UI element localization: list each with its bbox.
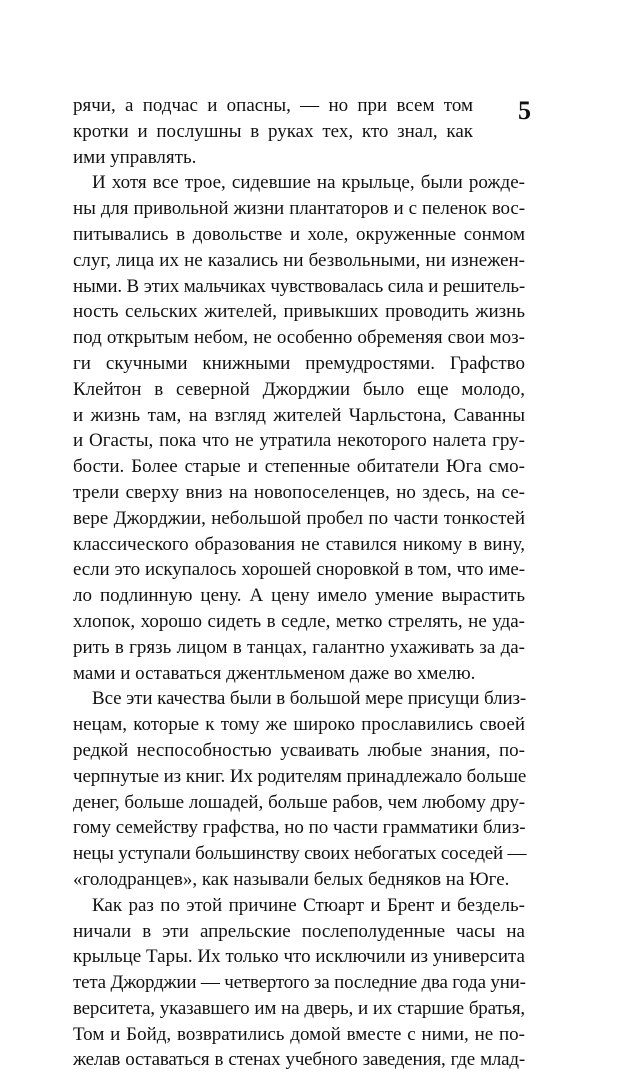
text-line: вере Джорджии, небольшой пробел по части тонкостей xyxy=(73,507,525,529)
text-line: крыльце Тары. Их только что исключили из университа xyxy=(73,946,525,968)
text-line: ными. В этих мальчиках чувствовалась сила и решитель- xyxy=(73,275,525,297)
text-line: денег, больше лошадей, больше рабов, чем любому дру- xyxy=(73,791,525,813)
text-line: гому семейству графства, но по части грамматики близ- xyxy=(73,817,526,839)
text-line: трели сверху вниз на новопоселенцев, но здесь, на се- xyxy=(73,481,525,503)
text-line: желав оставаться в стенах учебного заведения, где млад- xyxy=(73,1049,525,1071)
text-line: слуг, лица их не казались ни безвольными, ни изнежен- xyxy=(73,249,525,271)
text-line: Том и Бойд, возвратились домой вместе с ними, не по- xyxy=(73,1023,525,1045)
text-line: ими управлять. xyxy=(73,146,197,168)
paragraph xyxy=(73,170,525,686)
text-line: редкой неспособностью усваивать любые знания, по- xyxy=(73,739,525,761)
text-line: ги скучными книжными премудростями. Графство xyxy=(73,352,525,374)
text-line: хлопок, хорошо сидеть в седле, метко стрелять, не уда- xyxy=(73,610,525,632)
body-text xyxy=(73,93,525,1073)
page-number: 5 xyxy=(518,96,531,125)
text-line: Клейтон в северной Джорджии было еще молодо, xyxy=(73,378,525,400)
paragraph xyxy=(73,893,525,1073)
text-line: нецы уступали большинству своих небогатых соседей — xyxy=(73,843,527,865)
text-line: рить в грязь лицом в танцах, галантно ухаживать за да- xyxy=(73,636,525,658)
text-line: ны для привольной жизни плантаторов и с пеленок вос- xyxy=(73,198,525,220)
text-line: мами и оставаться джентльменом даже во хмелю. xyxy=(73,662,476,684)
paragraph xyxy=(73,93,525,170)
text-line: ло подлинную цену. А цену имело умение вырастить xyxy=(73,585,525,607)
text-line: тета Джорджии — четвертого за последние два года уни- xyxy=(73,972,526,994)
paragraph xyxy=(73,686,525,892)
text-line: «голодранцев», как называли белых бедняков на Юге. xyxy=(73,868,510,890)
text-line: ность сельских жителей, привыкших проводить жизнь xyxy=(73,301,525,323)
text-line: рячи, а подчас и опасны, — но при всем том xyxy=(73,95,473,116)
text-line: и жизнь там, на взгляд жителей Чарльстона, Саванны xyxy=(73,404,525,426)
text-line: Как раз по этой причине Стюарт и Брент и бездель- xyxy=(92,894,525,916)
text-line: нецам, которые к тому же широко прославились своей xyxy=(73,714,525,736)
text-line: черпнутые из книг. Их родителям принадлежало больше xyxy=(73,765,527,787)
text-line: питывались в довольстве и холе, окруженные сонмом xyxy=(73,223,525,245)
text-line: классического образования не ставился никому в вину, xyxy=(73,533,525,555)
text-line: под открытым небом, не особенно обременяя свои моз- xyxy=(73,327,525,349)
text-line: ничали в эти апрельские послеполуденные часы на xyxy=(73,920,525,942)
text-line: бости. Более старые и степенные обитатели Юга смо- xyxy=(73,456,525,478)
text-line: И хотя все трое, сидевшие на крыльце, были рожде- xyxy=(92,172,525,194)
text-line: верситета, указавшего им на дверь, и их старшие братья, xyxy=(73,997,525,1019)
text-line: и Огасты, пока что не утратила некоторого налета гру- xyxy=(73,430,525,452)
text-line: кротки и послушны в руках тех, кто знал, как xyxy=(73,120,473,142)
text-line: если это искупалось хорошей сноровкой в том, что име- xyxy=(73,559,525,581)
text-line: Все эти качества были в большой мере присущи близ- xyxy=(92,688,527,710)
